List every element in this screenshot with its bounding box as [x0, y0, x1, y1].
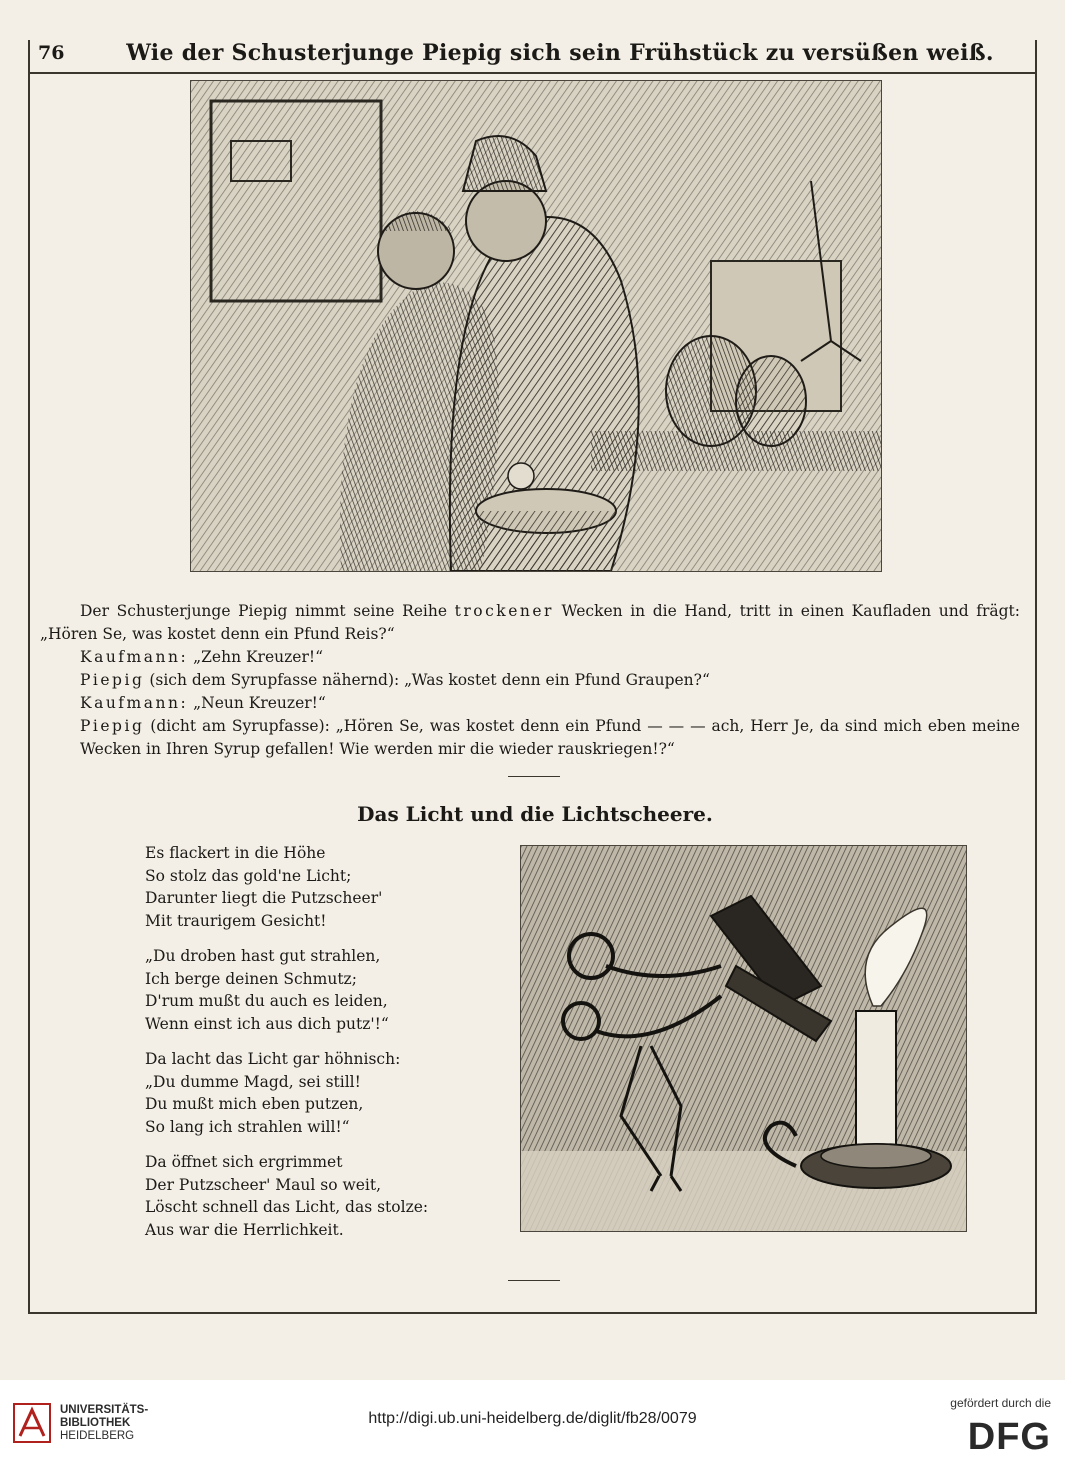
poem-line: So stolz das gold'ne Licht;: [145, 866, 352, 885]
story-intro: [40, 600, 1020, 646]
library-name-line: HEIDELBERG: [60, 1430, 135, 1442]
dialogue-line: [40, 646, 1020, 669]
dialogue-line: [40, 715, 1020, 761]
poem-line: Da lacht das Licht gar höhnisch:: [145, 1050, 401, 1068]
story-intro-emphasis: trockener: [454, 602, 554, 620]
poem-line: Du mußt mich eben putzen,: [145, 1095, 364, 1113]
page-number: 76: [38, 42, 65, 64]
library-name-line: BIBLIOTHEK: [60, 1417, 131, 1429]
dialogue-speaker: Kaufmann:: [80, 648, 189, 666]
dialogue-text: „Neun Kreuzer!“: [193, 694, 326, 712]
poem-line: Es flackert in die Höhe: [145, 844, 326, 862]
poem-stanza: [145, 842, 505, 932]
dialogue-text: (dicht am Syrupfasse): „Hören Se, was kostet denn ein Pfund — — — ach, Herr Je, da sind mich eben meine Wecken in Ihren Syrup gefallen! Wie werden mir die wieder rauskriegen!?“: [80, 717, 1020, 758]
poem-stanza: [145, 1048, 505, 1138]
poem-line: Darunter liegt die Putzscheer': [145, 889, 383, 907]
footer-bar: [0, 1380, 1065, 1464]
poem-line: D'rum mußt du auch es leiden,: [145, 992, 388, 1010]
candle-illustration: [520, 845, 967, 1232]
page-title: Wie der Schusterjunge Piepig sich sein Frühstück zu versüßen weiß.: [126, 40, 994, 66]
section-divider: [508, 776, 560, 777]
library-name-line: UNIVERSITÄTS-: [60, 1404, 149, 1416]
poem-title: Das Licht und die Lichtscheere.: [357, 802, 713, 826]
poem-line: Ich berge deinen Schmutz;: [145, 969, 357, 988]
funded-by-label: gefördert durch die: [950, 1396, 1051, 1410]
shop-illustration: [190, 80, 882, 572]
poem-line: „Du droben hast gut strahlen,: [145, 947, 381, 965]
dfg-logo[interactable]: DFG: [967, 1416, 1051, 1458]
dialogue-speaker: Kaufmann:: [80, 694, 189, 712]
poem-stanza: [145, 1151, 505, 1241]
poem-line: Löscht schnell das Licht, das stolze:: [145, 1198, 429, 1216]
poem-stanza: [145, 945, 505, 1035]
poem-body: [145, 842, 505, 1254]
dialogue-text: (sich dem Syrupfasse nähernd): „Was kostet denn ein Pfund Graupen?“: [149, 671, 710, 689]
poem-line: Aus war die Herrlichkeit.: [145, 1220, 344, 1239]
shop-engraving: [191, 81, 881, 571]
candle-engraving: [521, 846, 966, 1231]
story-intro-part2: Wecken in die Hand, tritt in einen Kaufladen und frägt: „Hören Se, was kostet denn ein Pfund Reis?“: [40, 602, 1020, 643]
poem-line: Wenn einst ich aus dich putz'!“: [145, 1014, 389, 1033]
poem-line: „Du dumme Magd, sei still!: [145, 1072, 361, 1091]
dialogue-speaker: Piepig: [80, 671, 145, 689]
poem-line: Der Putzscheer' Maul so weit,: [145, 1175, 382, 1194]
dialogue-line: [40, 669, 1020, 692]
header-rule: [28, 72, 1037, 74]
dialogue-speaker: Piepig: [80, 717, 145, 735]
story-text: [40, 600, 1020, 761]
poem-line: Da öffnet sich ergrimmet: [145, 1153, 343, 1171]
poem-line: So lang ich strahlen will!“: [145, 1117, 350, 1136]
poem-line: Mit traurigem Gesicht!: [145, 911, 327, 930]
end-divider: [508, 1280, 560, 1281]
dialogue-line: [40, 692, 1020, 715]
story-intro-part1: Der Schusterjunge Piepig nimmt seine Reihe: [80, 602, 448, 620]
dialogue-text: „Zehn Kreuzer!“: [193, 648, 324, 666]
source-url[interactable]: http://digi.ub.uni-heidelberg.de/diglit/fb28/0079: [368, 1410, 697, 1427]
